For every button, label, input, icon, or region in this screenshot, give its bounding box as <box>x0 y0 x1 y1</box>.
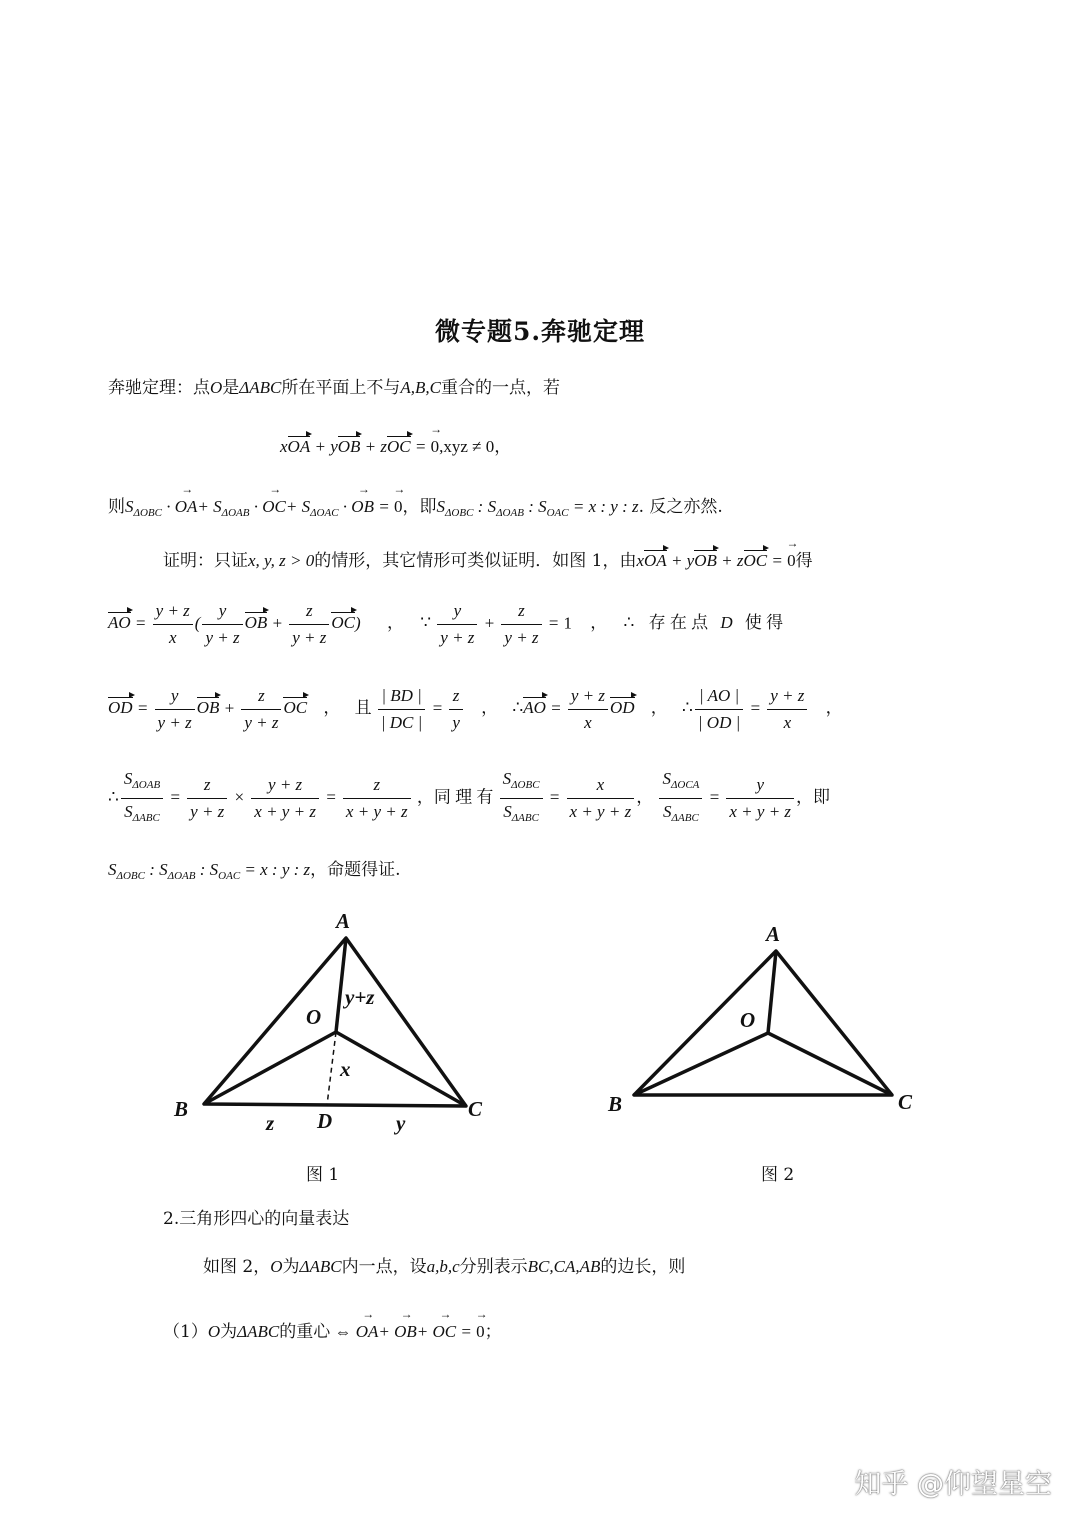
label-y-1: y <box>396 1111 406 1135</box>
segment-od-dashed <box>327 1032 336 1105</box>
triangle-abc-2 <box>634 951 892 1095</box>
label-b-2: B <box>608 1092 623 1116</box>
proof-intro: 证明：只证x, y, z > 0的情形，其它情形可类似证明．如图 1，由xOA + yOB + zOC = → 0得 <box>163 546 813 571</box>
eq-ao: AO = $\frac{y + z}{x}$ ( $\frac{y}{y + z}$ OB + $\frac{z}{y + z}$ OC) ， ∵ $\frac{y}{y + z}$ + $\frac{z}{y + z}$ = 1 ， ∴ 存 在 点 D 使 得 <box>108 598 783 651</box>
eq-od: OD = $\frac{y}{y + z}$ OB + $\frac{z}{y + z}$ OC ， 且 $\frac{| BD |}{| DC |}$ = $\frac{z}{y}$ ， ∴AO = $\frac{y + z}{x}$ OD ， ∴ $\frac{| AO |}{| OD |}$ = $\frac{y + z}{x}$ ， <box>108 683 843 736</box>
label-a-1: A <box>336 909 351 933</box>
label-b-1: B <box>174 1097 189 1121</box>
label-d-1: D <box>317 1109 333 1133</box>
label-x-1: x <box>340 1057 351 1081</box>
condition-formula: xOA + yOB + zOC = → 0,xyz ≠ 0， <box>280 432 511 457</box>
theorem-statement: 奔驰定理：点O是ΔABC所在平面上不与A,B,C重合的一点，若 <box>108 378 560 398</box>
final-ratio: $S_{\Delta OBC}$ : $S_{\Delta OAB}$ : $S_{OAC} = x$ : y : z，命题得证. <box>108 860 401 882</box>
label-o-1: O <box>306 1005 322 1029</box>
figure-1 <box>160 900 520 1150</box>
label-yz-1: y+z <box>345 985 375 1009</box>
conclusion-line: 则$S_{\Delta OBC}$ · → $OA+ S_{\Delta OAB}$ · → $OC+ S_{\Delta OAC}$ · → OB = → 0，即$S_{\Delta OBC}$ : $S_{\Delta OAB}$ : $S_{OAC} = x$ : y : z. 反之亦然. <box>108 492 723 519</box>
label-c-1: C <box>468 1097 483 1121</box>
label-o-2: O <box>740 1008 756 1032</box>
page-title: 微专题5.奔驰定理 <box>434 317 646 346</box>
section-2-heading: 2.三角形四心的向量表达 <box>163 1209 350 1229</box>
watermark: 知乎 @仰望星空 <box>854 1469 1052 1500</box>
segment-ob-1 <box>204 1032 336 1104</box>
segment-oc-1 <box>336 1032 466 1106</box>
item-1-centroid: （1）O为ΔABC的重心 ⇔ → OA+ → OB+ → OC = → 0； <box>163 1317 502 1342</box>
segment-oc-2 <box>768 1033 892 1095</box>
label-z-1: z <box>266 1111 275 1135</box>
label-c-2: C <box>898 1090 913 1114</box>
eq-area-ratio: ∴ $\frac{S_{\Delta OAB}}{S_{\Delta ABC}}$ = $\frac{z}{y + z}$ × $\frac{y + z}{x + y + z}$ = $\frac{z}{x + y + z}$ ，同 理 有 $\frac{S_{\Delta OBC}}{S_{\Delta ABC}}$ = $\frac{x}{x + y + z}$ ， $\frac{S_{\Delta OCA}}{S_{\Delta ABC}}$ = $\frac{y}{x + y + z}$ ，即 <box>108 766 830 831</box>
segment-oa-2 <box>768 951 776 1033</box>
figure-2-caption: 图 2 <box>761 1165 795 1185</box>
segment-ob-2 <box>634 1033 768 1095</box>
figure-2 <box>600 915 940 1135</box>
figure-1-caption: 图 1 <box>306 1165 340 1185</box>
label-a-2: A <box>766 922 781 946</box>
section-2-intro: 如图 2，O为ΔABC内一点，设a,b,c分别表示BC,CA,AB的边长，则 <box>203 1257 686 1277</box>
